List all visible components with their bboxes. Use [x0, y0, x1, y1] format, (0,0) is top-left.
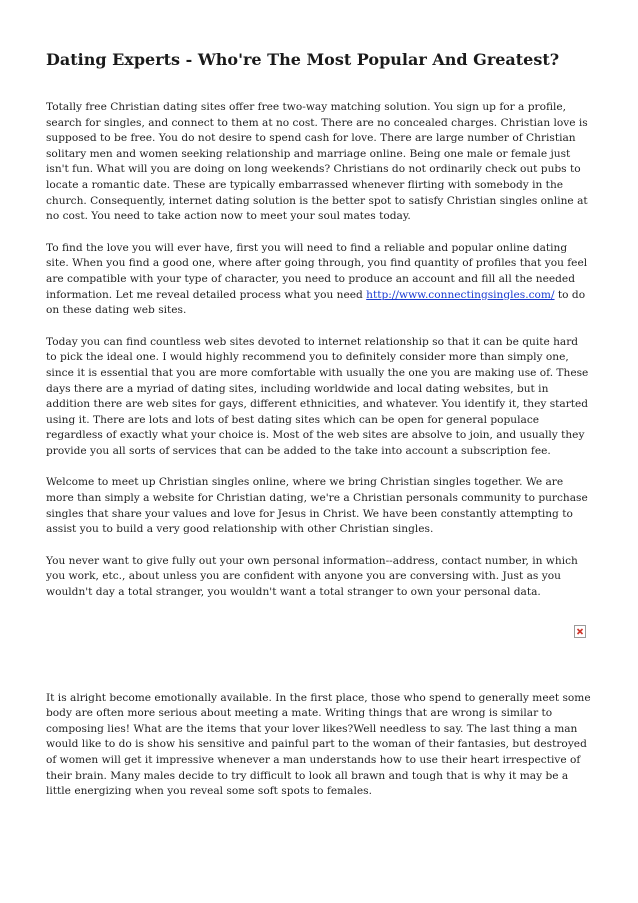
paragraph-personal-info: You never want to give fully out your own personal information--address, contact number, in which you work, etc., about unless you are confident with anyone you are conversing with. Just as you wouldn't day a total stranger, you wouldn't want a total stranger to own your personal data. — [46, 554, 578, 599]
paragraph-find-love — [46, 241, 592, 319]
page-title: Dating Experts - Who're The Most Popular And Greatest? — [46, 50, 560, 69]
image-placeholder — [46, 613, 592, 681]
paragraph-intro: Totally free Christian dating sites offer free two-way matching solution. You sign up for a profile, search for singles, and connect to them at no cost. There are no concealed charges. Christian love is supposed to be free. You do not desire to spend cash for love. There are large number of Christian solitary men and women seeking relationship and marriage online. Being one male or female just isn't fun. What will you are doing on long weekends? Christians do not ordinarily check out pubs to locate a romantic date. These are typically embarrassed whenever flirting with somebody in the church. Consequently, internet dating solution is the better spot to satisfy Christian singles online at no cost. You need to take action now to meet your soul mates today. — [46, 101, 588, 223]
document-page — [46, 50, 592, 816]
paragraph-countless-sites: Today you can find countless web sites devoted to internet relationship so that it can be quite hard to pick the ideal one. I would highly recommend you to definitely consider more than simply one, since it is essential that you are more comfortable with usually the one you are making use of. These days there are a myriad of dating sites, including worldwide and local dating websites, but in addition there are web sites for gays, different ethnicities, and whatever. You identify it, they started using it. There are lots and lots of best dating sites which can be open for general populace regardless of exactly what your choice is. Most of the web sites are absolve to join, and usually they provide you all sorts of services that can be added to the take into account a subscription fee. — [46, 335, 589, 457]
paragraph-emotionally-available: It is alright become emotionally available. In the first place, those who spend to generally meet some body are often more serious about meeting a mate. Writing things that are wrong is similar to composing lies! What are the items that your lover likes?Well needless to say. The last thing a man would like to do is show his sensitive and painful part to the woman of their fantasies, but destroyed of women will get it impressive whenever a man understands how to use their heart irrespective of their brain. Many males decide to try difficult to look all brawn and tough that is why it may be a little energizing when you reveal some soft spots to females. — [46, 691, 591, 798]
broken-image-icon — [574, 625, 586, 638]
connectingsingles-link[interactable]: http://www.connectingsingles.com/ — [366, 288, 555, 301]
paragraph-find-love-text: To find the love you will ever have, first you will need to find a reliable and popular online dating site. When you find a good one, where after going through, you find quantity of profiles that you feel are compatible with your type of character, you need to produce an account and fill all the needed information. Let me reveal detailed process what you need — [46, 241, 588, 301]
paragraph-find-love-tail: to do on these dating web sites. — [46, 288, 586, 317]
paragraph-welcome: Welcome to meet up Christian singles online, where we bring Christian singles together. We are more than simply a website for Christian dating, we're a Christian personals community to purchase singles that share your values and love for Jesus in Christ. We have been constantly attempting to assist you to build a very good relationship with other Christian singles. — [46, 476, 588, 536]
